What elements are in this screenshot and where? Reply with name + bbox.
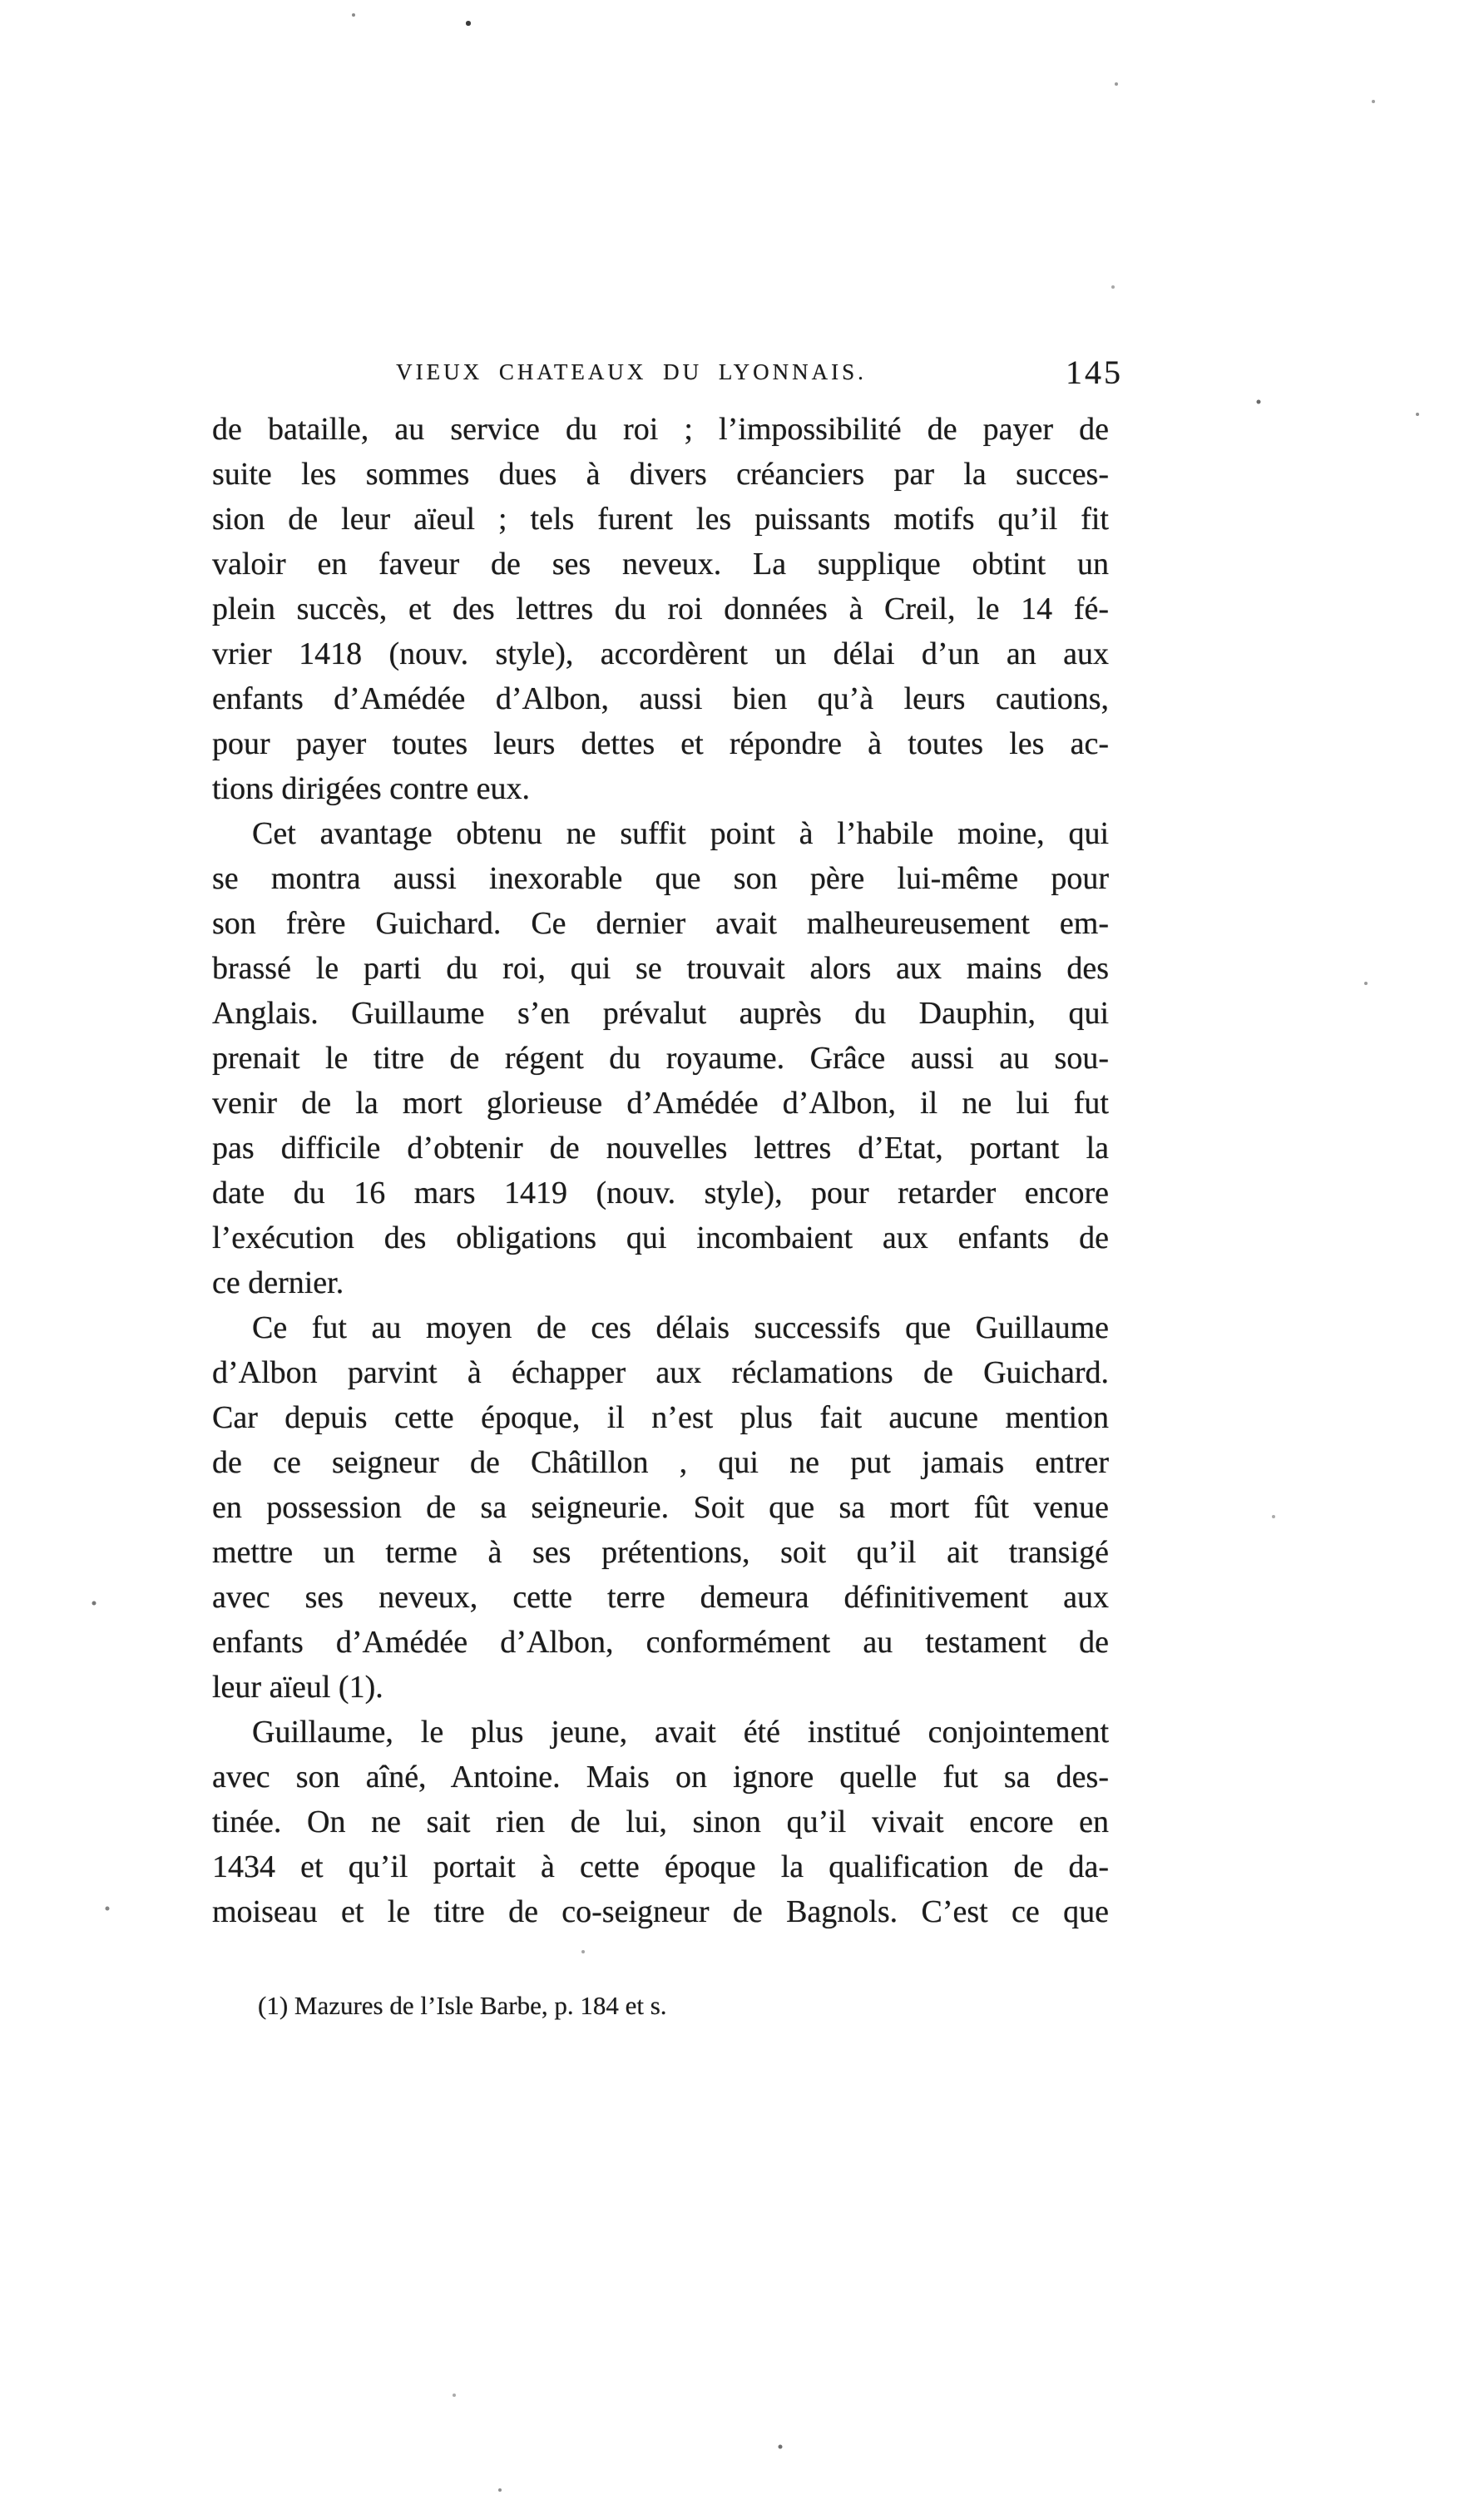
text-line: enfants d’Amédée d’Albon, conformément au testament de [212, 1625, 1109, 1660]
text-line: Guillaume, le plus jeune, avait été institué conjointement [252, 1715, 1109, 1750]
text-line: 1434 et qu’il portait à cette époque la qualification de da- [212, 1849, 1109, 1884]
page-header [0, 353, 1484, 393]
text-line: de bataille, au service du roi ; l’impossibilité de payer de [212, 412, 1109, 447]
footnote: (1) Mazures de l’Isle Barbe, p. 184 et s. [258, 1991, 667, 2020]
text-line: se montra aussi inexorable que son père lui-même pour [212, 861, 1109, 896]
scan-speckles [0, 0, 2, 2]
text-line: sion de leur aïeul ; tels furent les puissants motifs qu’il fit [212, 502, 1109, 537]
text-line: enfants d’Amédée d’Albon, aussi bien qu’à leurs cautions, [212, 681, 1109, 716]
text-line: Anglais. Guillaume s’en prévalut auprès du Dauphin, qui [212, 996, 1109, 1031]
text-line: de ce seigneur de Châtillon , qui ne put jamais entrer [212, 1445, 1109, 1480]
text-line: prenait le titre de régent du royaume. Grâce aussi au sou- [212, 1041, 1109, 1076]
text-line: tions dirigées contre eux. [212, 771, 531, 806]
text-line: ce dernier. [212, 1265, 344, 1300]
text-line: Car depuis cette époque, il n’est plus fait aucune mention [212, 1400, 1109, 1435]
text-line: pour payer toutes leurs dettes et répondre à toutes les ac- [212, 726, 1109, 761]
text-line: avec son aîné, Antoine. Mais on ignore quelle fut sa des- [212, 1760, 1109, 1795]
text-line: avec ses neveux, cette terre demeura définitivement aux [212, 1580, 1109, 1615]
text-line: pas difficile d’obtenir de nouvelles lettres d’Etat, portant la [212, 1131, 1109, 1166]
text-line: d’Albon parvint à échapper aux réclamations de Guichard. [212, 1355, 1109, 1390]
page-number: 145 [1066, 354, 1123, 391]
text-line: Ce fut au moyen de ces délais successifs que Guillaume [252, 1310, 1109, 1345]
text-line: brassé le parti du roi, qui se trouvait alors aux mains des [212, 951, 1109, 986]
text-line: son frère Guichard. Ce dernier avait malheureusement em- [212, 906, 1109, 941]
text-block [212, 407, 1109, 1934]
text-line: plein succès, et des lettres du roi données à Creil, le 14 fé- [212, 592, 1109, 626]
text-line: leur aïeul (1). [212, 1670, 383, 1705]
text-line: Cet avantage obtenu ne suffit point à l’habile moine, qui [252, 816, 1109, 851]
text-line: date du 16 mars 1419 (nouv. style), pour retarder encore [212, 1176, 1109, 1210]
text-line: tinée. On ne sait rien de lui, sinon qu’il vivait encore en [212, 1804, 1109, 1839]
text-line: valoir en faveur de ses neveux. La supplique obtint un [212, 547, 1109, 582]
text-line: venir de la mort glorieuse d’Amédée d’Albon, il ne lui fut [212, 1086, 1109, 1121]
running-title: VIEUX CHATEAUX DU LYONNAIS. [396, 359, 867, 384]
text-line: vrier 1418 (nouv. style), accordèrent un délai d’un an aux [212, 636, 1109, 671]
text-line: suite les sommes dues à divers créanciers par la succes- [212, 457, 1109, 492]
text-line: mettre un terme à ses prétentions, soit qu’il ait transigé [212, 1535, 1109, 1570]
text-line: l’exécution des obligations qui incombaient aux enfants de [212, 1220, 1109, 1255]
text-line: en possession de sa seigneurie. Soit que sa mort fût venue [212, 1490, 1109, 1525]
text-line: moiseau et le titre de co-seigneur de Bagnols. C’est ce que [212, 1894, 1109, 1929]
